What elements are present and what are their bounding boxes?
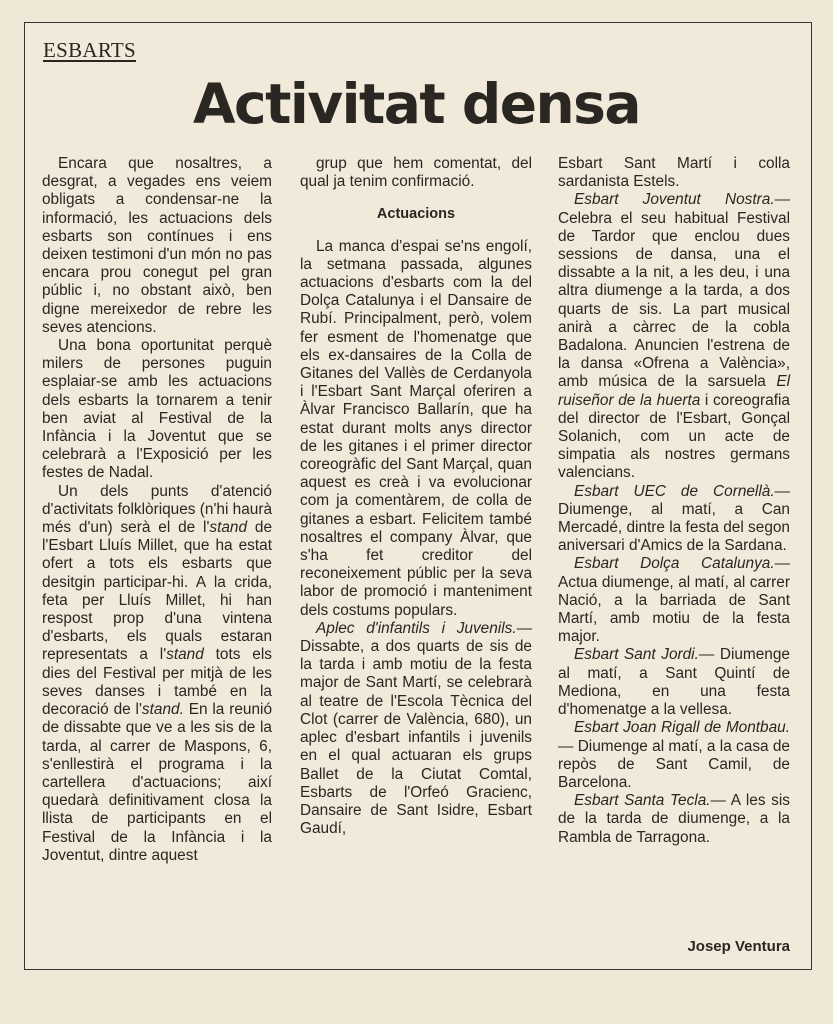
paragraph: Una bona oportunitat perquè milers de persones puguin esplaiar-se amb les actuacions dels esbarts la tornarem a tenir ben aviat al Festival de la Infància i la Joventut que se celebrarà a l'Exposició per les festes de Nadal.	[42, 337, 272, 482]
text-run: En la reunió de dissabte que ve a les sis de la tarda, al carrer de Maspons, 6, s'enllestirà el programa i la cartellera d'actuacions; així quedarà definitivament closa la llista de participants en el Festival de la Infància i la Joventut, dintre aquest	[42, 701, 272, 864]
subheading: Actuacions	[376, 206, 456, 223]
paragraph: Esbart Sant Martí i colla sardanista Estels.	[558, 155, 790, 191]
italic-lead: Esbart Dolça Catalunya.—	[574, 555, 790, 573]
paragraph	[558, 191, 790, 482]
column-3	[558, 155, 790, 847]
paragraph	[558, 483, 790, 556]
italic-run: stand	[209, 519, 248, 537]
paragraph	[558, 646, 790, 719]
paragraph	[558, 719, 790, 792]
italic-lead: Esbart Joventut Nostra.—	[574, 191, 790, 209]
column-2	[300, 155, 532, 838]
text-run: de l'Esbart Lluís Millet, que ha estat ofert a tots els esbarts que desitgin participar-hi. A la crida, feta per Lluís Millet, hi han respost prop d'una vintena d'esbarts, els quals estaran representats a l'	[42, 519, 272, 664]
paragraph: Encara que nosaltres, a desgrat, a vegades ens veiem obligats a condensar-ne la informació, les actuacions dels esbarts son contínues i ens deixen testimoni d'un món no pas encara prou conegut pel gran públic i, no obstant això, ben digne mereixedor de rebre les seves atencions.	[42, 155, 272, 336]
text-run: tots els dies del Festival per mitjà de les seves danses i també en la decoració de l'	[42, 646, 272, 719]
italic-run: stand.	[141, 701, 184, 719]
text-run: Celebra el seu habitual Festival de Tardor que enclou dues sessions de dansa, una el dissabte a la nit, a les deu, i una altra diumenge a la tarda, a dos quarts de sis. La part musical anirà a càrrec de la cobla Badalona. Anuncien l'estrena de la dansa «Ofrena a València», amb música de la sarsuela	[558, 209, 790, 391]
column-1	[42, 155, 272, 865]
text-run: A les sis de la tarda de diumenge, a la Rambla de Tarragona.	[558, 792, 790, 846]
byline: Josep Ventura	[687, 938, 790, 955]
paragraph: grup que hem comentat, del qual ja tenim confirmació.	[300, 155, 532, 191]
paragraph	[300, 620, 532, 838]
italic-lead: Aplec d'infantils i Juvenils.—	[316, 619, 532, 637]
text-run: Un dels punts d'atenció d'activitats folklòriques (n'hi haurà més d'un) serà el de l'	[42, 482, 273, 537]
text-run: Diumenge al matí, a la casa de repòs de Sant Camil, de Barcelona.	[558, 737, 790, 791]
text-run: Diumenge al matí, a Sant Quintí de Mediona, en una festa d'homenatge a la vellesa.	[558, 646, 790, 719]
paragraph: La manca d'espai se'ns engolí, la setmana passada, algunes actuacions d'esbarts com la del Dolça Catalunya i el Dansaire de Rubí. Principalment, però, volem fer esment de l'homenatge que els ex-dansaires de la Colla de Gitanes del Vallès de Cerdanyola i l'Esbart Sant Marçal oferiren a Àlvar Francisco Ballarín, que ha estat durant molts anys director de les gitanes i el primer director coreogràfic del Sant Marçal, quan aquest es creà i va evolucionar com ja comentàrem, de colla de gitanes a esbart. Felicitem també nosaltres el company Àlvar, que s'ha fet creditor del reconeixement públic per la seva labor de promoció i manteniment dels costums populars.	[300, 237, 532, 619]
section-label: ESBARTS	[43, 38, 137, 62]
paragraph	[42, 483, 272, 865]
paragraph	[558, 555, 790, 646]
italic-run: stand	[166, 646, 204, 664]
text-run: Actua diumenge, al matí, al carrer Nació, a la barriada de Sant Martí, amb motiu de la festa major.	[558, 573, 790, 646]
italic-lead: Esbart UEC de Cornellà.—	[574, 482, 790, 500]
text-run: i coreografia del director de l'Esbart, Gonçal Solanich, com un acte de simpatia als nostres germans valencians.	[558, 391, 790, 482]
italic-lead: Esbart Joan Rigall de Montbau.—	[558, 719, 790, 755]
paragraph	[558, 792, 790, 847]
italic-run: El ruiseñor de la huerta	[558, 373, 790, 409]
text-run: Diumenge, al matí, a Can Mercadé, dintre la festa del segon aniversari d'Amics de la Sardana.	[558, 500, 790, 555]
headline: Activitat densa	[192, 72, 641, 136]
text-run: Dissabte, a dos quarts de sis de la tarda i amb motiu de la festa major de Sant Martí, se celebrarà al teatre de l'Escola Tècnica del Clot (carrer de València, 680), un aplec d'esbart infantils i juvenils en el qual actuaran els grups Ballet de la Ciutat Comtal, Esbarts de l'Orfeó Gracienc, Dansaire de Sant Isidre, Esbart Gaudí,	[300, 638, 532, 838]
italic-lead: Esbart Santa Tecla.—	[574, 792, 726, 810]
italic-lead: Esbart Sant Jordi.—	[574, 646, 715, 664]
